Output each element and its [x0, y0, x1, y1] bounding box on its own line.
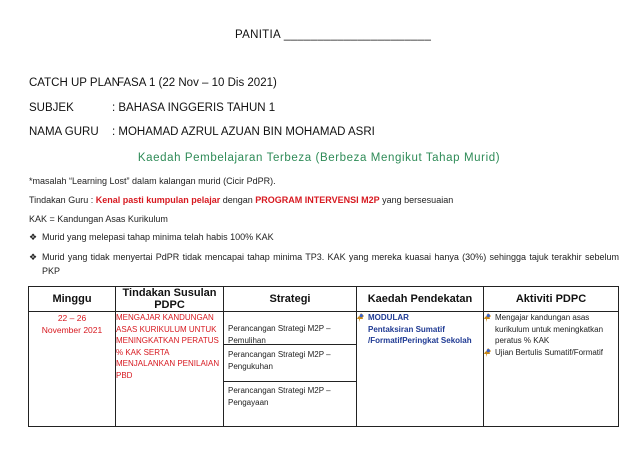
aktiviti-cell [484, 312, 619, 427]
plan-table [28, 286, 619, 427]
kaedah-cell [357, 312, 484, 427]
header-kaedah: Kaedah Pendekatan [357, 287, 484, 312]
kaedah-pentaksiran: Pentaksiran Sumatif /FormatifPeringkat Sekolah [368, 324, 472, 345]
kaedah-item [357, 324, 483, 347]
strategi-cell [224, 312, 357, 427]
pushpin-icon [484, 348, 492, 357]
pushpin-icon [357, 313, 365, 322]
catch-up-label: CATCH UP PLAN [29, 77, 120, 89]
tindakan-mid: dengan [220, 195, 256, 205]
minggu-cell [29, 312, 116, 427]
aktiviti-mengajar: Mengajar kandungan asas kurikulum untuk meningkatkan peratus % KAK [495, 313, 604, 345]
guru-label: NAMA GURU [29, 126, 99, 138]
header-minggu: Minggu [29, 287, 116, 312]
tindakan-highlight-1: Kenal pasti kumpulan pelajar [95, 195, 221, 205]
kaedah-item [357, 312, 483, 324]
diamond-bullet-icon: ❖ [29, 232, 38, 242]
tindakan-highlight-2: PROGRAM INTERVENSI M2P [255, 195, 380, 205]
minggu-month: November 2021 [41, 325, 103, 335]
header-tindakan: Tindakan Susulan PDPC [116, 287, 224, 312]
strategi-pengayaan: Perancangan Strategi M2P – Pengayaan [228, 386, 331, 407]
tindakan-prefix: Tindakan Guru : [29, 195, 96, 205]
guru-value: : MOHAMAD AZRUL AZUAN BIN MOHAMAD ASRI [112, 126, 375, 138]
header-aktiviti: Aktiviti PDPC [484, 287, 619, 312]
diamond-bullet-icon: ❖ [29, 252, 38, 262]
bullet-text: Murid yang melepasi tahap minima telah habis 100% KAK [42, 232, 274, 242]
subjek-value: : BAHASA INGGERIS TAHUN 1 [112, 102, 276, 114]
table-header-row [29, 287, 619, 312]
tindakan-cell: MENGAJAR KANDUNGAN ASAS KURIKULUM UNTUK MENINGKATKAN PERATUS % KAK SERTA MENJALANKAN PENILAIAN PBD [116, 312, 224, 427]
kaedah-title: Kaedah Pembelajaran Terbeza (Berbeza Mengikut Tahap Murid) [137, 152, 501, 164]
panitia-heading: PANITIA ______________________ [235, 29, 432, 41]
kak-definition: KAK = Kandungan Asas Kurikulum [29, 214, 168, 224]
tindakan-suffix: yang bersesuaian [379, 195, 454, 205]
bullet-list [29, 230, 619, 284]
pushpin-icon [484, 313, 492, 322]
subjek-label: SUBJEK [29, 102, 74, 114]
bullet-text: Murid yang tidak menyertai PdPR tidak mencapai tahap minima TP3. KAK yang mereka kuasai hanya (30%) sehingga tajuk terakhir sebelum PKP [42, 252, 619, 276]
tindakan-guru-note [29, 195, 453, 205]
strategi-pemulihan: Perancangan Strategi M2P – Pemulihan [224, 312, 356, 345]
aktiviti-item [484, 312, 618, 347]
aktiviti-item [484, 347, 618, 359]
bullet-item [29, 230, 619, 244]
masalah-note: *masalah “Learning Lost” dalam kalangan murid (Cicir PdPR). [29, 176, 276, 186]
aktiviti-ujian: Ujian Bertulis Sumatif/Formatif [495, 347, 604, 357]
kaedah-modular: MODULAR [368, 313, 409, 322]
minggu-range: 22 – 26 [57, 313, 87, 323]
header-strategi: Strategi [224, 287, 357, 312]
bullet-item [29, 250, 619, 278]
table-row [29, 312, 619, 427]
catch-up-value: FASA 1 (22 Nov – 10 Dis 2021) [117, 77, 277, 89]
strategi-pengukuhan: Perancangan Strategi M2P – Pengukuhan [224, 345, 356, 382]
